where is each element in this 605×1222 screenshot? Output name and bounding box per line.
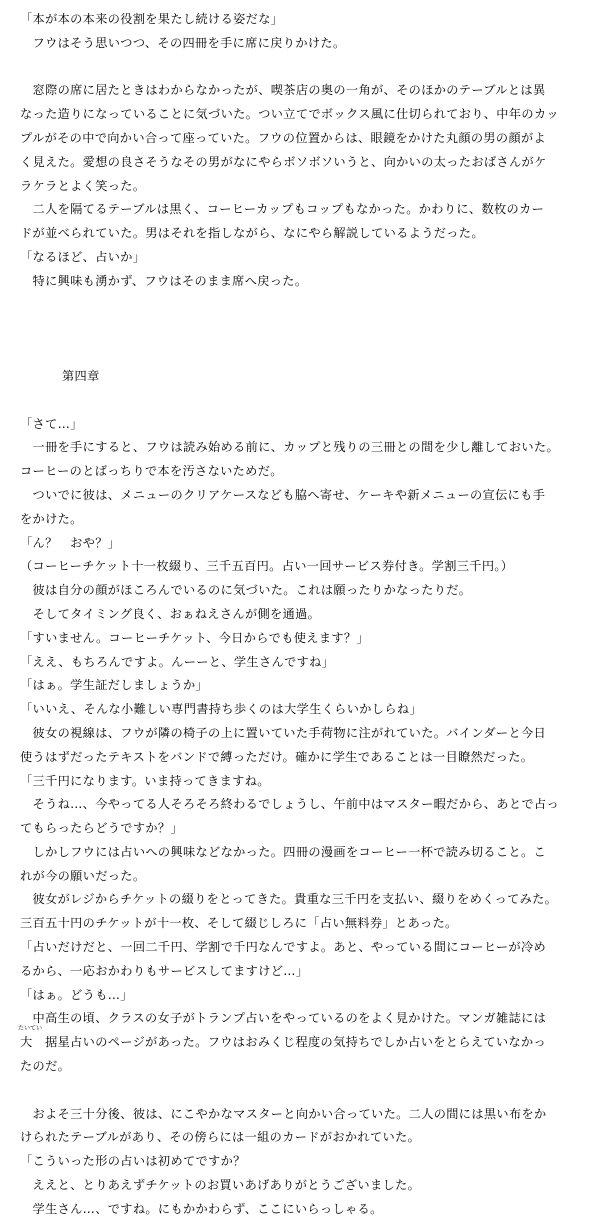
text-line: なった造りになっていることに気づいた。つい立てでボックス風に仕切られており、中年のカッ — [20, 107, 559, 122]
text-line — [18, 1025, 595, 1055]
text-line: ドが並べられていた。男はそれを指しながら、なにやら解説しているようだった。 — [20, 226, 484, 241]
text-line: 「いいえ、そんな小難しい専門書持ち歩くのは大学生くらいかしらね」 — [20, 702, 422, 717]
text-line: 「さて…」 — [20, 416, 83, 431]
text-line: ついでに彼は、メニューのクリアケースなども脇へ寄せ、ケーキや新メニューの宣伝にも手 — [20, 487, 546, 502]
text-line: 「本が本の本来の役割を果たし続ける姿だな」 — [20, 12, 284, 26]
text-line: 彼女がレジからチケットの綴りをとってきた。貴重な三千円を支払い、綴りをめくってみた。 — [20, 892, 558, 907]
document-page — [20, 8, 595, 1222]
text-line: をかけた。 — [20, 511, 83, 526]
blank-line — [20, 317, 595, 341]
text-line: 中高生の頃、クラスの女子がトランプ占いをやっているのをよく見かけた。マンガ雑誌には — [20, 1011, 547, 1026]
text-line: く見えた。愛想の良さそうなその男がなにやらボソボソいうと、向かいの太ったおばさんがケ — [20, 154, 547, 169]
text-line: 学生さん…、ですね。にもかかわらず、ここにいらっしゃる。 — [20, 1201, 383, 1216]
text-line: そうね…、今やってる人そろそろ終わるでしょうし、午前中はマスター暇だから、あとで占っ — [20, 797, 559, 812]
text-line: コーヒーのとばっちりで本を汚さないためだ。 — [20, 464, 283, 479]
text-line: 一冊を手にすると、フウは読み始める前に、カップと残りの三冊との間を少し離しておいた。 — [20, 440, 559, 455]
text-line: プルがその中で向かい合って座っていた。フウの位置からは、眼鏡をかけた丸顔の男の顔がよ — [20, 130, 547, 145]
text-line: 「ええ、もちろんですよ。んーーと、学生さんですね」 — [20, 654, 335, 669]
text-line: しかしフウには占いへの興味などなかった。四冊の漫画をコーヒー一杯で読み切ること。こ — [20, 844, 547, 859]
blank-line — [20, 1079, 595, 1103]
text-line: 「こういった形の占いは初めてですか？ — [20, 1154, 246, 1169]
text-line: 三百五十円のチケットが十一枚、そして綴じしろに「占い無料券」とあった。 — [20, 916, 458, 931]
chapter-heading: 第四章 — [62, 368, 100, 383]
text-line: およそ三十分後、彼は、にこやかなマスターと向かい合っていた。二人の間には黒い布をか — [20, 1106, 547, 1121]
blank-line — [20, 56, 595, 80]
text-line: 使うはずだったテキストをバンドで縛っただけ。確かに学生であることは一目瞭然だった。 — [20, 749, 534, 764]
text-line: 「はぁ。学生証だしましょうか」 — [20, 678, 209, 693]
text-line: 「はぁ。どうも…」 — [20, 987, 133, 1002]
text-line: てもらったらどうですか？」 — [20, 821, 183, 836]
text-line: フウはそう思いつつ、その四冊を手に席に戻りかけた。 — [20, 35, 346, 50]
text-line: そしてタイミング良く、おぁねえさんが側を通過。 — [20, 606, 321, 621]
text-line: 「すいません。コーヒーチケット、今日からでも使えます？」 — [20, 630, 369, 645]
text-line: 彼は自分の顔がほころんでいるのに気づいた。これは願ったりかなったりだ。 — [20, 583, 472, 598]
text-line: 「三千円になります。いま持ってきますね。 — [20, 773, 270, 788]
blank-line — [20, 389, 595, 413]
blank-line — [20, 294, 595, 318]
text-line: 彼女の視線は、フウが隣の椅子の上に置いていた手荷物に注がれていた。バインダーと今日 — [20, 725, 547, 740]
text-line: れが今の願いだった。 — [20, 868, 146, 883]
text-line: 二人を隔てるテーブルは黒く、コーヒーカップもコップもなかった。かわりに、数枚のカー — [20, 202, 545, 217]
text-line: ラケラとよく笑った。 — [20, 178, 146, 193]
text-line: 「なるほど、占いか」 — [20, 249, 146, 264]
text-line: 「占いだけだと、一回二千円、学割で千円なんですよ。あと、やっている間にコーヒーが冷め — [20, 940, 547, 955]
text-line: 「ん？ おや？」 — [20, 535, 121, 550]
text-line: たのだ。 — [20, 1059, 71, 1074]
text-line: るから、一応おかわりもサービスしてますけど…」 — [20, 963, 309, 978]
text-line: 特に興味も湧かず、フウはそのまま席へ戻った。 — [20, 273, 308, 288]
blank-line — [20, 341, 595, 365]
text-line: 窓際の席に居たときはわからなかったが、喫茶店の奥の一角が、そのほかのテーブルとは異 — [20, 83, 546, 98]
text-line: ええと、とりあえずチケットのお買いあげありがとうございました。 — [20, 1178, 421, 1193]
text-line: けられたテーブルがあり、その傍らには一組のカードがおかれていた。 — [20, 1130, 421, 1145]
furigana: たいてい — [18, 1025, 43, 1033]
text-line-content: 大 据星占いのページがあった。フウはおみくじ程度の気持ちでしか占いをとらえていなかっ — [20, 1035, 547, 1050]
text-line: （コーヒーチケット十一枚綴り、三千五百円。占い一回サービス券付き。学割三千円。） — [20, 559, 514, 574]
